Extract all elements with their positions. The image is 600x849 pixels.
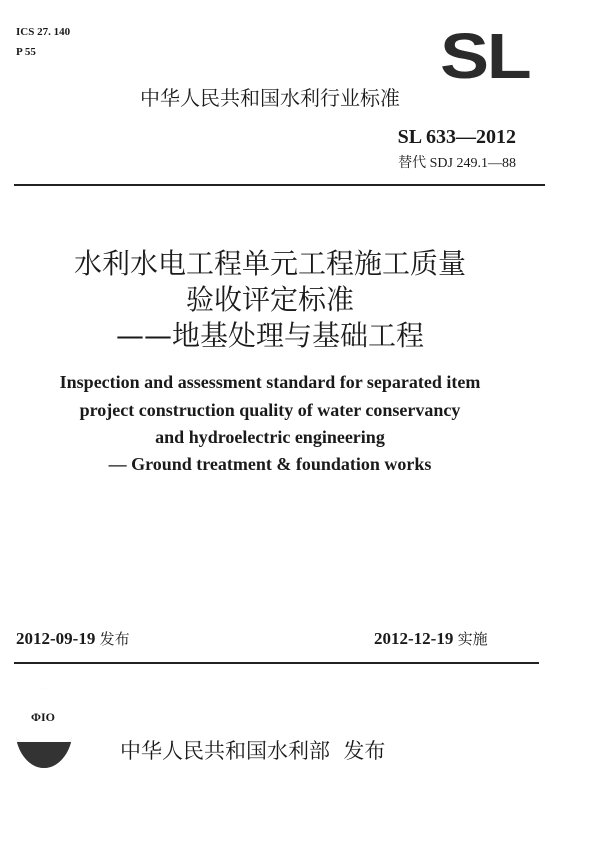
zh-title-line-3: ——地基处理与基础工程 <box>115 319 424 352</box>
en-title-line-1: Inspection and assessment standard for separated item <box>59 372 481 392</box>
issue-label: 发布 <box>99 630 130 648</box>
date-divider <box>14 662 539 664</box>
replaces-standard: 替代 SDJ 249.1—88 <box>398 156 516 171</box>
ics-code: ICS 27. 140 <box>16 26 71 38</box>
zh-title-line-1: 水利水电工程单元工程施工质量 <box>73 247 466 280</box>
effective-date <box>374 628 488 649</box>
classification-code: P 55 <box>16 46 36 58</box>
industry-standard-heading: 中华人民共和国水利行业标准 <box>140 86 400 110</box>
publisher <box>120 735 385 765</box>
zh-title-line-2: 验收评定标准 <box>185 283 354 316</box>
en-title-line-2: project construction quality of water conservancy <box>79 400 461 420</box>
en-title-line-4: — Ground treatment & foundation works <box>108 454 432 474</box>
effective-date-value: 2012-12-19 <box>374 629 454 648</box>
effective-label: 实施 <box>457 630 488 648</box>
publisher-seal-icon: ΦΙΟ <box>15 688 73 768</box>
publisher-name: 中华人民共和国水利部 <box>120 739 330 763</box>
sl-logo: SL <box>440 20 530 92</box>
header-divider <box>14 184 545 186</box>
standard-code: SL 633—2012 <box>397 126 516 148</box>
issue-date <box>16 628 130 649</box>
publish-label: 发布 <box>343 739 386 763</box>
issue-date-value: 2012-09-19 <box>16 629 96 648</box>
en-title-line-3: and hydroelectric engineering <box>155 427 385 447</box>
